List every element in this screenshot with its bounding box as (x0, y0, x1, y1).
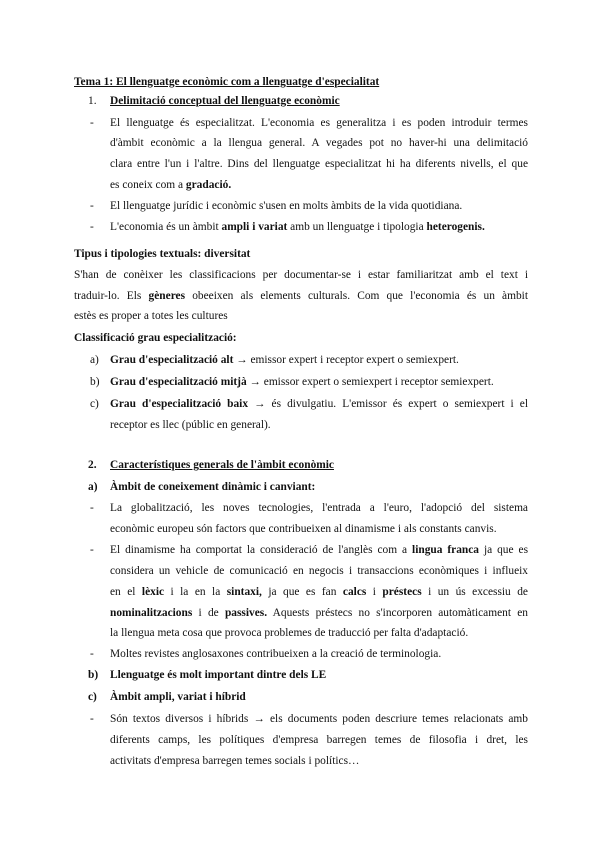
paragraph-line: clara entre l'un i l'altre. Dins del llenguatge especialitzat hi ha diferents nivells, el que (110, 158, 528, 170)
text-run: → emissor expert o semiexpert i receptor semiexpert. (246, 376, 494, 388)
section-1-number: 1. (88, 95, 97, 107)
bold-term: préstecs (382, 586, 422, 598)
bold-term: gradació. (185, 179, 232, 191)
bullet-marker: - (90, 502, 94, 514)
paragraph-line: considera un vehicle de comunicació en negocis i transaccions econòmiques i influeix (110, 565, 528, 577)
bold-term: gèneres (148, 290, 186, 302)
text-run: i de (192, 607, 225, 619)
paragraph-line (110, 604, 528, 622)
paragraph-line (74, 287, 528, 305)
bold-term: lingua franca (412, 544, 479, 556)
text-run: en el (110, 586, 142, 598)
paragraph-line (110, 218, 485, 236)
section-2-heading: Característiques generals de l'àmbit econòmic (110, 459, 334, 471)
paragraph-line: El llenguatge és especialitzat. L'economia es generalitza i es poden introduir termes (110, 117, 528, 129)
classification-item (110, 351, 459, 369)
text-run: traduir-lo. Els (74, 290, 149, 302)
classification-heading: Classificació grau especialització: (74, 332, 237, 344)
list-marker: a) (90, 354, 99, 366)
text-run: → és divulgatiu. L'emissor és expert o semiexpert i el (248, 398, 528, 410)
bold-term: Grau d'especialització alt (110, 354, 234, 366)
list-marker: b) (90, 376, 100, 388)
bold-term: Grau d'especialització baix (110, 398, 249, 410)
text-run: es coneix com a (110, 179, 186, 191)
bold-term: sintaxi, (226, 586, 262, 598)
bullet-marker: - (90, 221, 94, 233)
text-run: ja que es (479, 544, 528, 556)
bold-term: heterogenis. (426, 221, 485, 233)
text-run: → emissor expert i receptor expert o semiexpert. (233, 354, 459, 366)
paragraph-line (110, 583, 528, 601)
subsection-c: Àmbit ampli, variat i híbrid (110, 691, 246, 703)
bullet-marker: - (90, 544, 94, 556)
text-run: i la en la (164, 586, 227, 598)
text-run: i (366, 586, 383, 598)
bold-term: Grau d'especialització mitjà (110, 376, 247, 388)
bullet-marker: - (90, 117, 94, 129)
bold-term: lèxic (141, 586, 165, 598)
text-run: Aquests préstecs no s'incorporen automàticament en (267, 607, 528, 619)
bullet-marker: - (90, 200, 94, 212)
bullet-marker: - (90, 713, 94, 725)
classification-item (110, 395, 528, 413)
paragraph-line (110, 176, 231, 194)
sub-marker: b) (88, 669, 99, 681)
text-run: ja que es fan (261, 586, 343, 598)
text-run: i un ús excessiu de (421, 586, 528, 598)
text-run: obeeixen als elements culturals. Com que l'economia és un àmbit (185, 290, 528, 302)
subsection-a: Àmbit de coneixement dinàmic i canviant: (110, 481, 316, 493)
bold-term: passives. (224, 607, 268, 619)
section-1-heading: Delimitació conceptual del llenguatge econòmic (110, 95, 340, 107)
paragraph-line: El llenguatge jurídic i econòmic s'usen en molts àmbits de la vida quotidiana. (110, 200, 463, 212)
bold-term: ampli i variat (221, 221, 288, 233)
paragraph-line: Són textos diversos i híbrids → els documents poden descriure temes relacionats amb (110, 713, 528, 725)
subsection-b: Llenguatge és molt important dintre dels LE (110, 669, 327, 681)
paragraph-line: receptor es llec (públic en general). (110, 419, 271, 431)
sub-marker: a) (88, 481, 98, 493)
classification-item (110, 373, 494, 391)
paragraph-line: econòmic europeu són factors que contribueixen al dinamisme i als constants canvis. (110, 523, 497, 535)
paragraph-line: activitats d'empresa barregen temes socials i polítics… (110, 755, 360, 767)
bold-term: nominalitzacions (110, 607, 193, 619)
sub-marker: c) (88, 691, 97, 703)
paragraph-line: estès es proper a totes les cultures (74, 310, 228, 322)
text-run: amb un llenguatge i tipologia (287, 221, 427, 233)
document-title: Tema 1: El llenguatge econòmic com a llenguatge d'especialitat (74, 76, 380, 88)
paragraph-line: Moltes revistes anglosaxones contribueixen a la creació de terminologia. (110, 648, 442, 660)
section-2-number: 2. (88, 459, 97, 471)
bullet-marker: - (90, 648, 94, 660)
paragraph-line: La globalització, les noves tecnologies, l'entrada a l'euro, l'adopció del sistema (110, 502, 528, 514)
paragraph-line: d'àmbit econòmic a la llengua general. A vegades pot no haver-hi una delimitació (110, 137, 528, 149)
paragraph-line: S'han de conèixer les classificacions per documentar-se i estar familiaritzat amb el text i (74, 269, 528, 281)
paragraph-line (110, 541, 528, 559)
paragraph-line: la llengua meta cosa que provoca problemes de traducció per falta d'adaptació. (110, 627, 469, 639)
text-run: L'economia és un àmbit (110, 221, 222, 233)
text-run: El dinamisme ha comportat la consideració de l'anglès com a (110, 544, 413, 556)
list-marker: c) (90, 398, 99, 410)
bold-term: calcs (342, 586, 367, 598)
paragraph-line: diferents camps, les polítiques d'empresa barregen temes de filosofia i dret, les (110, 734, 528, 746)
typologies-heading: Tipus i tipologies textuals: diversitat (74, 248, 251, 260)
